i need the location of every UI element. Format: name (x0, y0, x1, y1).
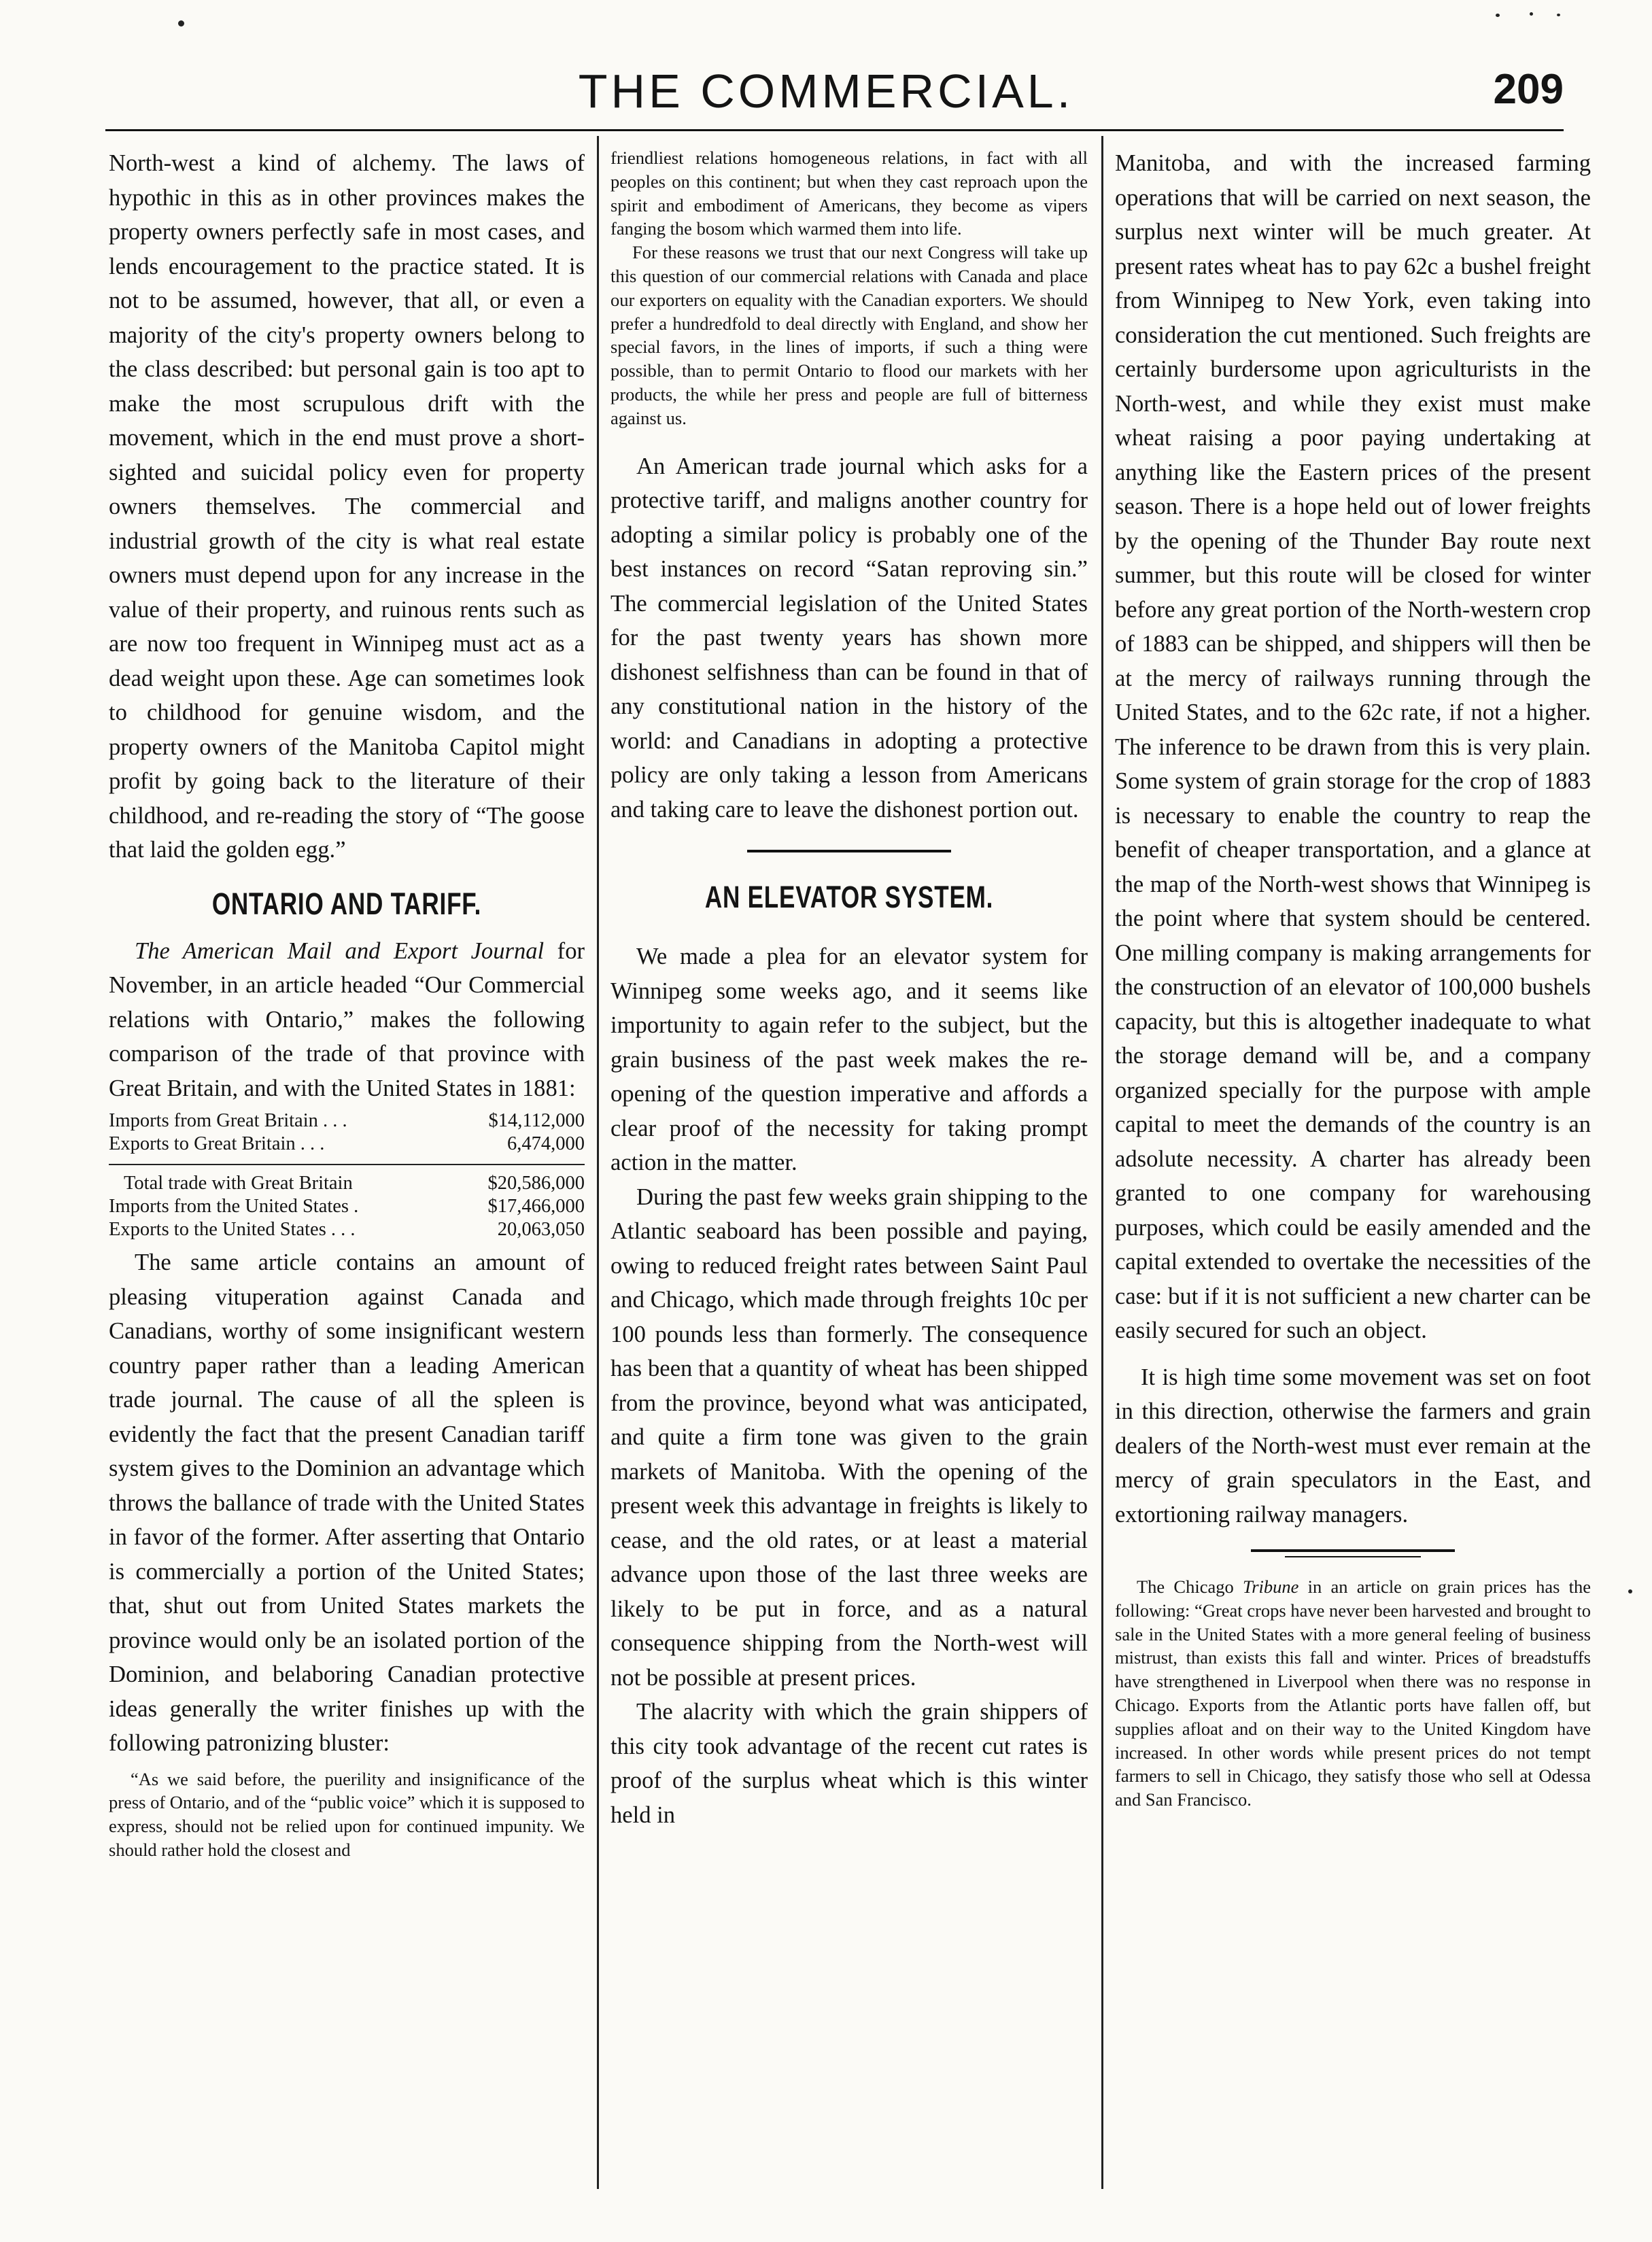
print-speck (178, 20, 184, 27)
masthead (88, 54, 1564, 129)
article-heading-ontario-tariff: ONTARIO AND TARIFF. (211, 886, 482, 921)
table-label: Total trade with Great Britain (124, 1173, 353, 1194)
table-rule (109, 1164, 585, 1165)
table-value: $14,112,000 (488, 1110, 585, 1131)
masthead-rule (105, 129, 1564, 131)
article-paragraph: North-west a kind of alchemy. The laws of hypothic in this as in other provinces makes the property owners perfectly safe in most cases, and lends encouragement to the practice stated. It is not to be assumed, however, that all, or even a majority of the city's property owners belong to the class described: but personal gain is too apt to make the most scrupulous drift with the movement, which in the end must prove a short-sighted and suicidal policy even for property owners themselves. The commercial and industrial growth of the city is what real estate owners must depend upon for any increase in the value of their property, and ruinous rents such as are now too frequent in Winnipeg must act as a dead weight upon these. Age can sometimes look to childhood for genuine wisdom, and the property owners of the Manitoba Capitol might profit by going back to the literature of their childhood, and re-reading the story of “The goose that laid the golden egg.” (109, 150, 585, 863)
article-paragraph: The same article contains an amount of pleasing vituperation against Canada and Canadians, worthy of some insignificant western country paper rather than a leading American trade journal. The cause of all the spleen is evidently the fact that the present Canadian tariff system gives to the Dominion an advantage which throws the ballance of trade with the United States in favor of the former. After asserting that Ontario is commercially a portion of the United States; that, shut out from United States markets the province would only be an isolated portion of the Dominion, and belaboring Canadian protective ideas generally the writer finishes up with the following patronizing bluster: (109, 1249, 585, 1756)
print-speck (1530, 12, 1533, 16)
print-speck (1496, 14, 1500, 17)
article-paragraph: An American trade journal which asks for a protective tariff, and maligns another country for adopting a similar policy is probably one of the best instances on record “Satan reproving sin.” The commercial legislation of the United States for the past twenty years has shown more dishonest selfishness than can be found in that of any constitutional nation in the history of the world: and Canadians in adopting a protective policy are only taking a lesson from Americans and taking care to leave the dishonest portion out. (610, 453, 1088, 823)
table-label: Exports to Great Britain . . . (109, 1133, 325, 1154)
table-row (109, 1172, 585, 1195)
article-paragraph: We made a plea for an elevator system for Winnipeg some weeks ago, and it seems like importunity to again refer to the subject, but the grain business of the past week makes the re-opening of the question imperative and affords a clear proof of the necessity for taking prompt action in the matter. (610, 944, 1088, 1176)
note-text: in an article on grain prices has the following: “Great crops have never been harvested and brought to sale in the United States with a more general feeling of business mistrust, than exists this fall and winter. Prices of breadstuffs have strengthened in Liverpool when there was no response in Chicago. Exports from the Atlantic ports have fallen off, but supplies afloat and on their way to the United Kingdom have increased. In other words while present prices do not tempt farmers to sell in Chicago, they satisfy those who sell at Odessa and San Francisco. (1115, 1576, 1591, 1810)
article-intro (109, 934, 585, 1106)
column-3 (1115, 146, 1591, 2186)
table-row (109, 1133, 585, 1156)
column-2 (610, 146, 1088, 2186)
column-divider (1101, 136, 1103, 2189)
trade-table-totals (109, 1172, 585, 1241)
quoted-passage: “As we said before, the puerility and insignificance of the press of Ontario, and of the “public voice” which it is supposed to express, should not be relied upon for continued impunity. We should rather hold the closest and (109, 1768, 585, 1860)
table-label: Imports from the United States . (109, 1196, 359, 1217)
table-value: $20,586,000 (487, 1173, 585, 1194)
table-label: Exports to the United States . . . (109, 1219, 356, 1240)
note-lead: The Chicago (1137, 1576, 1243, 1597)
news-note (1115, 1575, 1591, 1812)
trade-table-britain (109, 1109, 585, 1156)
print-speck (1628, 1589, 1632, 1593)
article-paragraph: The alacrity with which the grain shippers of this city took advantage of the recent cut rates is proof of the surplus wheat which is this winter held in (610, 1699, 1088, 1828)
quoted-passage: For these reasons we trust that our next Congress will take up this question of our commercial relations with Canada and place our exporters on equality with the Canadian exporters. We should prefer a hundredfold to deal directly with England, and show her special favors, in the lines of imports, if such a thing were possible, than to permit Ontario to flood our markets with her products, the while her press and people are full of bitterness against us. (610, 242, 1088, 428)
intro-text: for November, in an article headed “Our Commercial relations with Ontario,” makes the following comparison of the trade of that province with Great Britain, and with the United States in 1881: (109, 937, 585, 1101)
table-value: 20,063,050 (497, 1219, 585, 1240)
publication-title: THE COMMERCIAL. (578, 65, 1074, 118)
table-row (109, 1218, 585, 1241)
journal-title: The American Mail and Export Journal (135, 937, 545, 964)
column-divider (597, 136, 599, 2189)
quoted-passage: friendliest relations homogeneous relations, in fact with all peoples on this continent; but when they cast reproach upon the spirit and embodiment of Americans, they become as vipers fanging the bosom which warmed them into life. (610, 148, 1088, 239)
column-1 (109, 146, 585, 2186)
table-label: Imports from Great Britain . . . (109, 1110, 347, 1131)
table-value: 6,474,000 (507, 1133, 585, 1154)
table-row (109, 1195, 585, 1218)
table-row (109, 1109, 585, 1133)
article-paragraph: It is high time some movement was set on foot in this direction, otherwise the farmers and grain dealers of the North-west must ever remain at the mercy of grain speculators in the East, and extortioning railway managers. (1115, 1364, 1591, 1528)
page-number: 209 (1493, 66, 1564, 113)
newspaper-name: Tribune (1242, 1576, 1299, 1597)
table-value: $17,466,000 (487, 1196, 585, 1217)
article-heading-elevator-system: AN ELEVATOR SYSTEM. (704, 880, 994, 915)
section-rule (1251, 1549, 1455, 1552)
print-speck (1557, 14, 1560, 16)
article-paragraph: Manitoba, and with the increased farming operations that will be carried on next season, the surplus next winter will be much greater. At present rates wheat has to pay 62c a bushel freight from Winnipeg to New York, even taking into consideration the cut mentioned. Such freights are certainly burdersome upon agriculturists in the North-west, and while they exist must make wheat raising a poor paying undertaking at anything like the Eastern prices of the present season. There is a hope held out of lower freights by the opening of the Thunder Bay route next summer, but this route will be closed for winter before any great portion of the North-western crop of 1883 can be shipped, and shippers will then be at the mercy of railways running through the United States, and to the 62c rate, if not a higher. The inference to be drawn from this is very plain. Some system of grain storage for the crop of 1883 is necessary to enable the country to reap the benefit of cheaper transportation, and a glance at the map of the North-west shows that Winnipeg is the point where that system should be centered. One milling company is making arrangements for the construction of an elevator of 100,000 bushels capacity, but this is altogether inadequate to what the storage demand will be, and a company organized specially for the purpose with ample capital to meet the demands of the country is an adsolute necessity. A charter has already been granted to one company for warehousing purposes, which could be easily amended and the capital extended to overtake the necessities of the case: but if it is not sufficient a new charter can be easily secured for such an object. (1115, 150, 1591, 1343)
article-paragraph: During the past few weeks grain shipping to the Atlantic seaboard has been possible and paying, owing to reduced freight rates between Saint Paul and Chicago, which made through freights 10c per 100 pounds less than formerly. The consequence has been that a quantity of wheat has been shipped from the province, beyond what was anticipated, and quite a firm tone was given to the grain markets of Manitoba. With the opening of the present week this advantage in freights is likely to cease, and the old rates, or at least a material advance upon those of the last three weeks are likely to be put in force, and as a natural consequence shipping from the North-west will not be possible at present prices. (610, 1184, 1088, 1691)
